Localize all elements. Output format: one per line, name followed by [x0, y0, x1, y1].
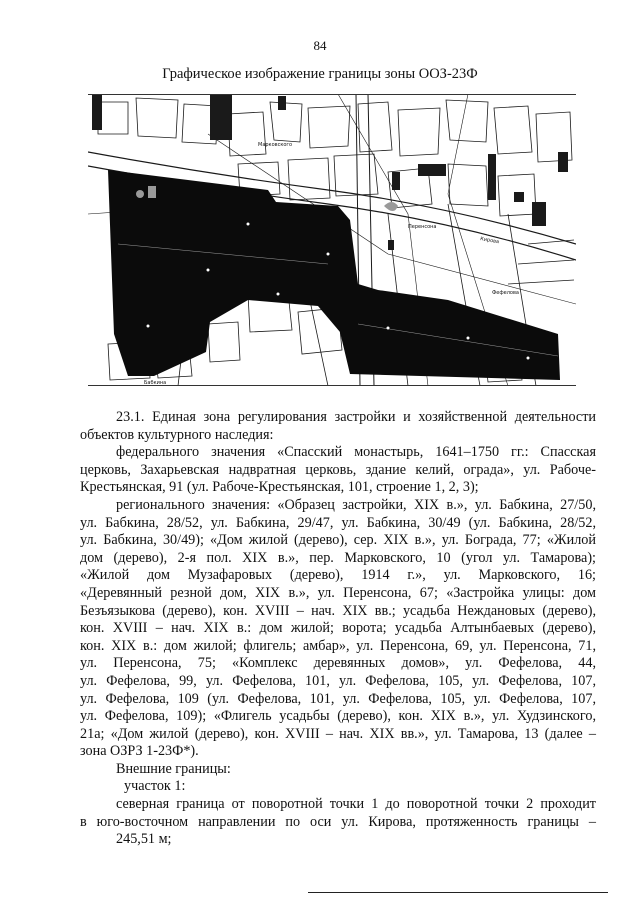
federal-paragraph: [80, 444, 596, 497]
text-line: ул. Фефелова, 99, ул. Фефелова, 101, ул. Фефелова, 105, ул. Фефелова, 107,: [80, 672, 596, 689]
text-line: «Жилой дом Музафаровых (дерево), 1914 г.», ул. Марковского, 16;: [80, 567, 596, 584]
text-line: Крестьянская, 91 (ул. Рабоче-Крестьянская, 101, строение 1, 2, 3);: [80, 479, 479, 496]
text-line: кон. XIX в.: дом жилой; флигель; амбар», ул. Перенсона, 69, ул. Перенсона, 71,: [80, 637, 596, 654]
text-line: ул. Перенсона, 75; «Комплекс деревянных домов», ул. Фефелова, 44,: [80, 655, 596, 672]
text-line: ул. Бабкина, 28/52, ул. Бабкина, 29/47, ул. Бабкина, 30/49 (ул. Бабкина, 28/52,: [80, 514, 596, 531]
text-line: северная граница от поворотной точки 1 до поворотной точки 2 проходит: [116, 796, 596, 813]
street-label-babkina: Бабкина: [144, 380, 167, 386]
text-line: в юго-восточном направлении по оси ул. Кирова, протяженность границы –: [80, 813, 596, 830]
text-line: ул. Фефелова, 109 (ул. Фефелова, 101, ул. Фефелова, 105, ул. Фефелова, 107,: [80, 690, 596, 707]
text-line: «Деревянный резной дом, XIX в.», ул. Перенсона, 67; «Застройка улицы: дом: [80, 584, 596, 601]
text-line: зона ОЗРЗ 1-23Ф*).: [80, 743, 199, 760]
text-line: ул. Бабкина, 30/49); «Дом жилой (дерево), сер. XIX в.», ул. Бограда, 77; «Жилой: [80, 532, 596, 549]
area-label: участок 1:: [124, 778, 186, 795]
text-line: 245,51 м;: [116, 831, 172, 848]
zone-map: [88, 94, 576, 386]
street-label-kirova: Кирова: [479, 236, 500, 246]
text-line: федерального значения «Спасский монастырь, 1641–1750 гг.: Спасская: [116, 444, 596, 461]
text-line: дом (дерево), 2-я пол. XIX в.», пер. Марковского, 10 (угол ул. Тамарова);: [80, 549, 596, 566]
body-text: [80, 409, 596, 849]
section-heading-cont: объектов культурного наследия:: [80, 426, 274, 443]
text-line: церковь, Захарьевская надвратная церковь, здание келий, ограда», ул. Рабоче-: [80, 461, 596, 478]
zone-ooz-23f-area: [108, 170, 560, 380]
north-border-paragraph: [80, 796, 596, 849]
section-heading: 23.1. Единая зона регулирования застройки и хозяйственной деятельности: [116, 409, 596, 425]
text-line: 21а; «Дом жилой (дерево), кон. XVIII – нач. XIX вв.», ул. Тамарова, 13 (далее –: [80, 725, 596, 742]
regional-paragraph: [80, 497, 596, 761]
map-title: Графическое изображение границы зоны ООЗ-23Ф: [162, 66, 478, 82]
page-number: 84: [313, 38, 327, 53]
text-line: кон. XVIII – нач. XIX в.: дом жилой; ворота; усадьба Алтынбаевых (дерево),: [80, 620, 596, 637]
street-label-markovskogo: Марковского: [258, 142, 293, 148]
text-line: Безъязыкова (дерево), кон. XVIII – нач. XIX вв.; усадьба Неждановых (дерево),: [80, 602, 596, 619]
zone-map-drawing: [88, 94, 576, 386]
external-borders-label: Внешние границы:: [116, 760, 231, 777]
text-line: ул. Фефелова, 109); «Флигель усадьбы (дерево), кон. XIX в.», ул. Худзинского,: [80, 708, 596, 725]
text-line: регионального значения: «Образец застройки, XIX в.», ул. Бабкина, 27/50,: [116, 496, 596, 513]
street-label-perensona: Перенсона: [408, 224, 437, 230]
bottom-rule: [308, 892, 608, 893]
street-label-fefelova: Фефелова: [492, 290, 519, 296]
